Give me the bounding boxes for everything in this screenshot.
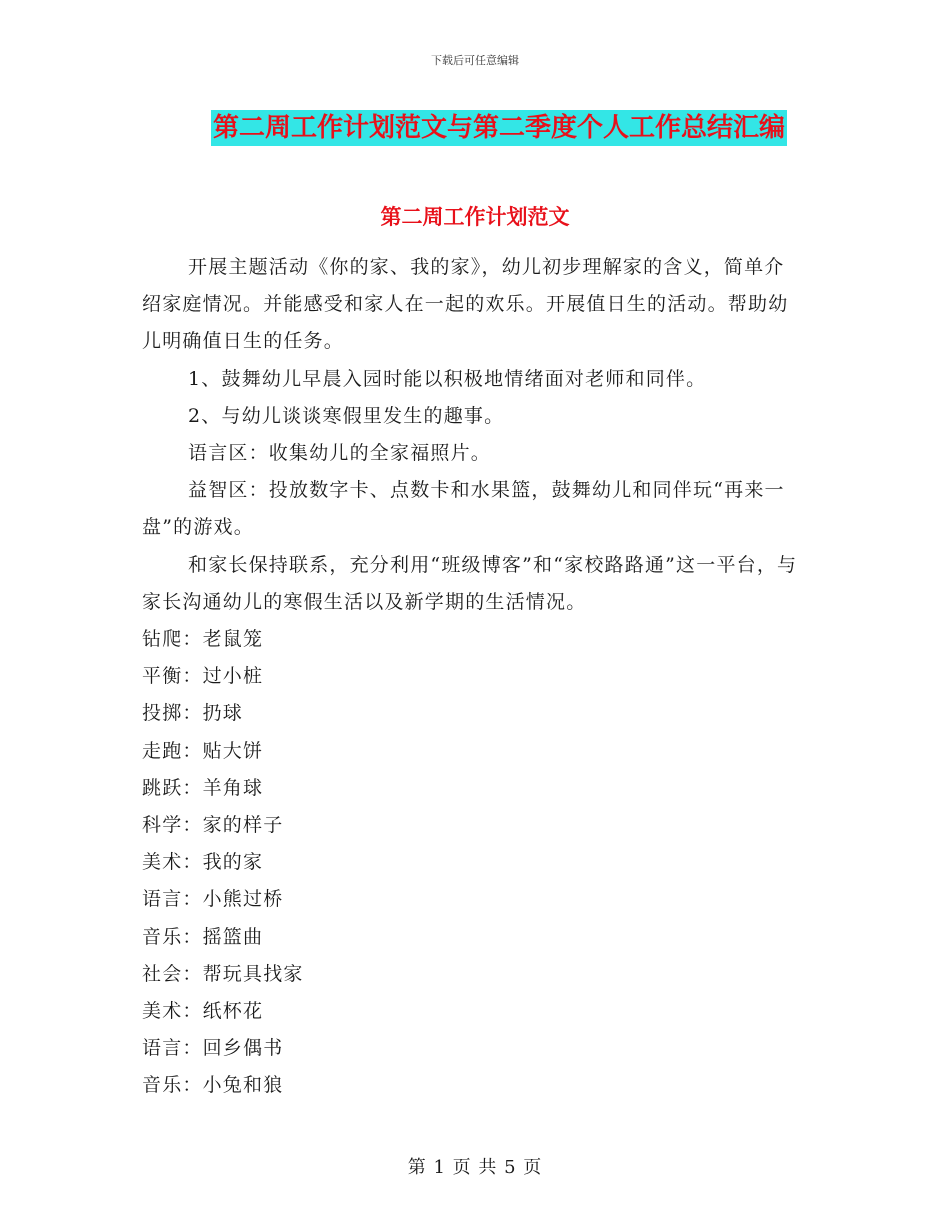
paragraph-puzzle-area: 益智区：投放数字卡、点数卡和水果篮，鼓舞幼儿和同伴玩“再来一盘”的游戏。 <box>142 479 785 539</box>
activity-item: 投掷：扔球 <box>142 702 244 725</box>
page-number-footer: 第 1 页 共 5 页 <box>407 1157 543 1178</box>
activity-item: 科学：家的样子 <box>142 814 284 837</box>
activity-item: 语言：回乡偶书 <box>142 1037 284 1060</box>
activity-item: 平衡：过小桩 <box>142 665 264 688</box>
activity-item: 走跑：贴大饼 <box>142 739 264 762</box>
activity-item: 美术：我的家 <box>142 851 264 874</box>
section-title: 第二周工作计划范文 <box>380 205 570 229</box>
document-title-container <box>0 110 950 146</box>
header-note: 下载后可任意编辑 <box>431 54 519 67</box>
paragraph-parent-contact: 和家长保持联系，充分利用“班级博客”和“家校路路通”这一平台，与家长沟通幼儿的寒假生活以及新学期的生活情况。 <box>142 553 798 613</box>
paragraph-intro: 开展主题活动《你的家、我的家》，幼儿初步理解家的含义，简单介绍家庭情况。并能感受和家人在一起的欢乐。开展值日生的活动。帮助幼儿明确值日生的任务。 <box>142 256 789 353</box>
activity-item: 语言：小熊过桥 <box>142 888 284 911</box>
document-body <box>142 249 802 1105</box>
paragraph-item-1: 1、鼓舞幼儿早晨入园时能以积极地情绪面对老师和同伴。 <box>188 367 707 390</box>
document-title: 第二周工作计划范文与第二季度个人工作总结汇编 <box>211 110 787 146</box>
paragraph-item-2: 2、与幼儿谈谈寒假里发生的趣事。 <box>188 404 505 427</box>
activity-item: 美术：纸杯花 <box>142 1000 264 1023</box>
activity-item: 社会：帮玩具找家 <box>142 962 304 985</box>
paragraph-language-area: 语言区：收集幼儿的全家福照片。 <box>188 442 492 465</box>
activity-item: 音乐：摇篮曲 <box>142 925 264 948</box>
activity-item: 跳跃：羊角球 <box>142 776 264 799</box>
activity-item: 钻爬：老鼠笼 <box>142 628 264 651</box>
activity-item: 音乐：小兔和狼 <box>142 1074 284 1097</box>
